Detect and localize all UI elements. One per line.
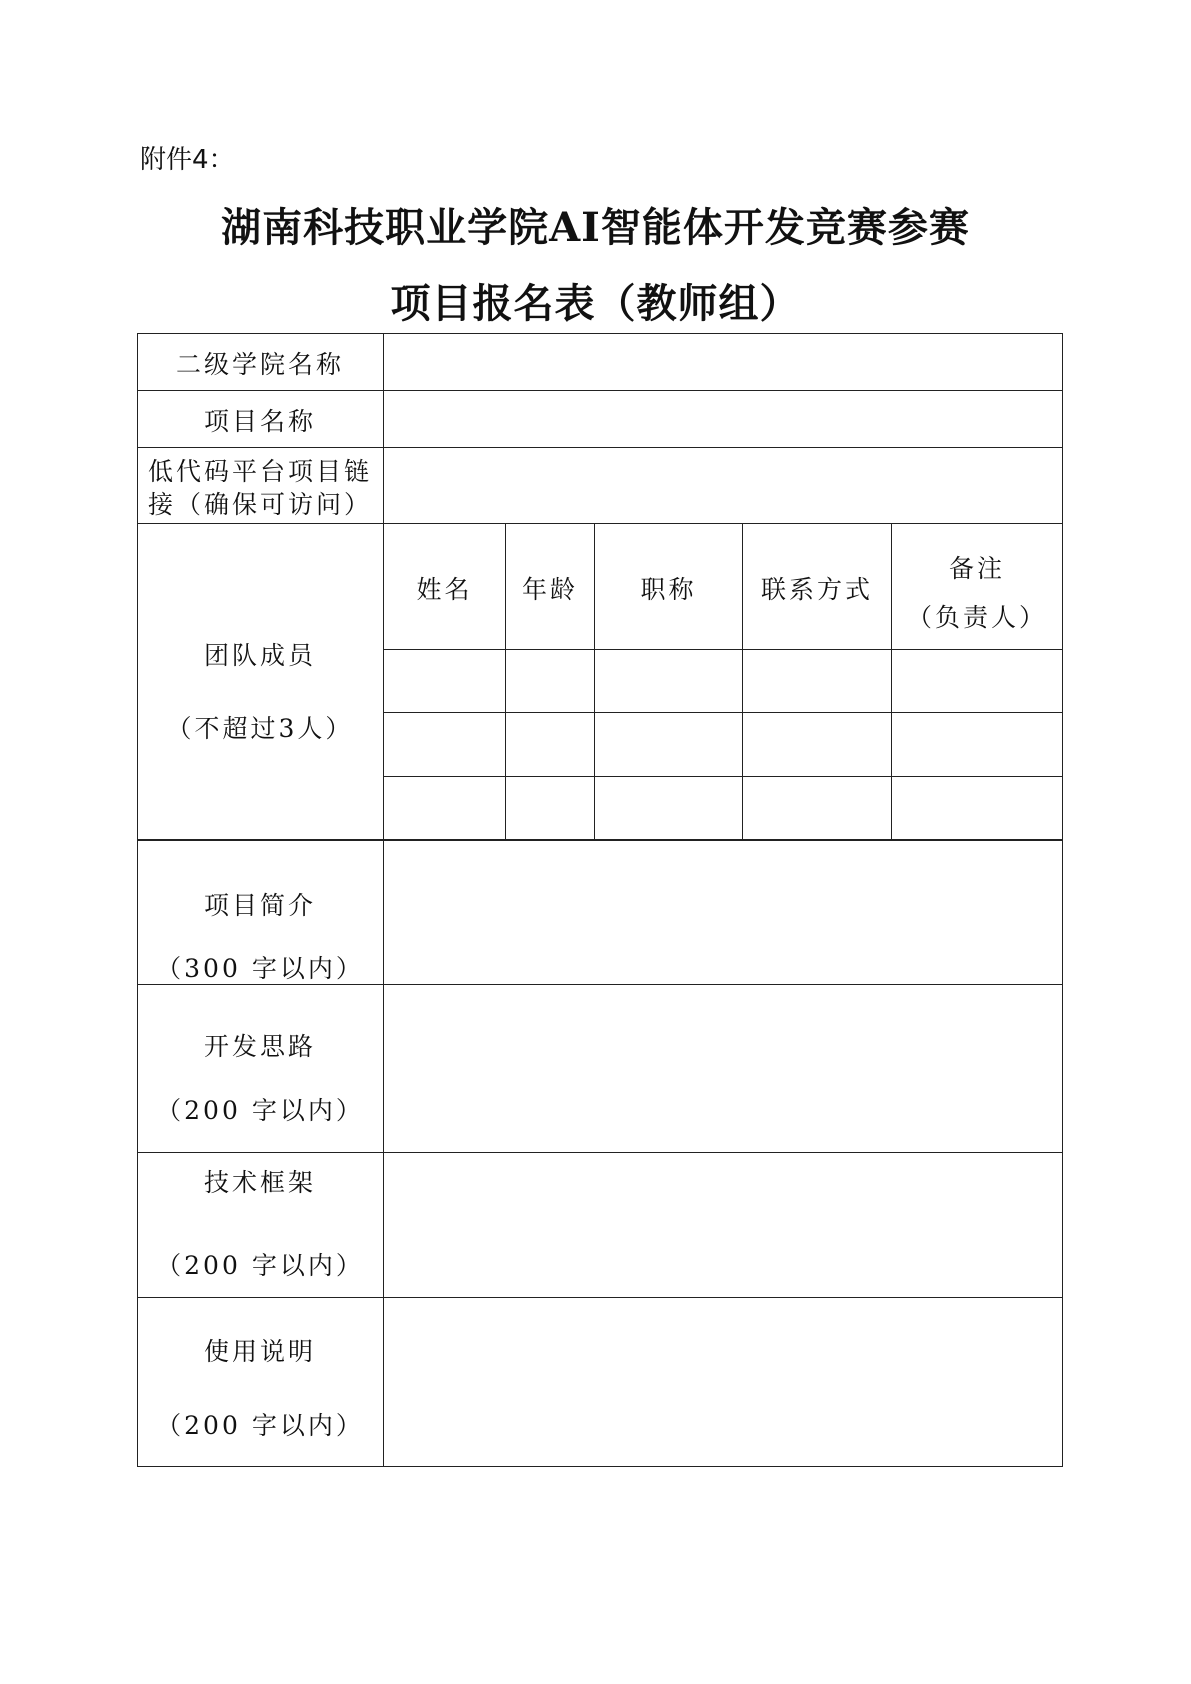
row-divider bbox=[137, 447, 1063, 448]
attachment-label: 附件4： bbox=[140, 145, 235, 175]
member-name-cell[interactable] bbox=[384, 728, 505, 768]
member-remark-cell[interactable] bbox=[892, 728, 1062, 768]
college-input[interactable] bbox=[384, 349, 1062, 389]
table-border-bottom bbox=[137, 1466, 1063, 1467]
project-name-label: 项目名称 bbox=[203, 407, 316, 436]
project-intro-label: 项目简介 bbox=[203, 891, 316, 920]
member-age-cell[interactable] bbox=[506, 728, 594, 768]
team-members-label: 团队成员 bbox=[203, 641, 316, 670]
dev-idea-limit: （200 字以内） bbox=[156, 1096, 364, 1125]
member-name-cell[interactable] bbox=[384, 792, 505, 832]
form-title-line1: 湖南科技职业学院AI智能体开发竞赛参赛 bbox=[221, 204, 970, 251]
project-link-input[interactable] bbox=[384, 464, 1062, 520]
dev-idea-input[interactable] bbox=[384, 986, 1062, 1150]
project-name-input[interactable] bbox=[384, 406, 1062, 446]
tech-framework-label: 技术框架 bbox=[203, 1168, 316, 1197]
row-divider bbox=[137, 1152, 1063, 1153]
column-header-remark-note: （负责人） bbox=[906, 603, 1047, 632]
column-header-remark: 备注 bbox=[948, 554, 1005, 583]
team-header-divider bbox=[383, 649, 1063, 650]
column-header-title: 职称 bbox=[640, 575, 697, 604]
tech-framework-input[interactable] bbox=[384, 1154, 1062, 1295]
form-title-line2: 项目报名表（教师组） bbox=[390, 280, 801, 327]
member-contact-cell[interactable] bbox=[743, 665, 891, 705]
member-title-cell[interactable] bbox=[595, 665, 742, 705]
college-label: 二级学院名称 bbox=[175, 350, 344, 379]
member-remark-cell[interactable] bbox=[892, 665, 1062, 705]
row-divider bbox=[137, 523, 1063, 524]
row-divider bbox=[137, 1297, 1063, 1298]
team-row-divider bbox=[383, 712, 1063, 713]
member-title-cell[interactable] bbox=[595, 792, 742, 832]
project-intro-input[interactable] bbox=[384, 842, 1062, 982]
usage-limit: （200 字以内） bbox=[156, 1411, 364, 1440]
member-age-cell[interactable] bbox=[506, 792, 594, 832]
column-header-age: 年龄 bbox=[521, 575, 578, 604]
member-contact-cell[interactable] bbox=[743, 792, 891, 832]
tech-framework-limit: （200 字以内） bbox=[156, 1251, 364, 1280]
column-header-name: 姓名 bbox=[416, 575, 473, 604]
project-intro-limit: （300 字以内） bbox=[156, 954, 364, 983]
link-label-line1: 低代码平台项目链 bbox=[148, 457, 373, 486]
member-contact-cell[interactable] bbox=[743, 728, 891, 768]
team-members-note: （不超过3人） bbox=[166, 714, 354, 743]
member-age-cell[interactable] bbox=[506, 665, 594, 705]
member-title-cell[interactable] bbox=[595, 728, 742, 768]
dev-idea-label: 开发思路 bbox=[203, 1032, 316, 1061]
column-header-contact: 联系方式 bbox=[760, 575, 873, 604]
usage-label: 使用说明 bbox=[203, 1337, 316, 1366]
table-border-top bbox=[137, 333, 1063, 334]
team-row-divider bbox=[383, 776, 1063, 777]
table-border-right bbox=[1062, 333, 1063, 1467]
row-divider bbox=[137, 390, 1063, 391]
member-name-cell[interactable] bbox=[384, 665, 505, 705]
usage-input[interactable] bbox=[384, 1299, 1062, 1464]
member-remark-cell[interactable] bbox=[892, 792, 1062, 832]
link-label-line2: 接（确保可访问） bbox=[148, 490, 373, 519]
section-divider bbox=[137, 839, 1063, 841]
